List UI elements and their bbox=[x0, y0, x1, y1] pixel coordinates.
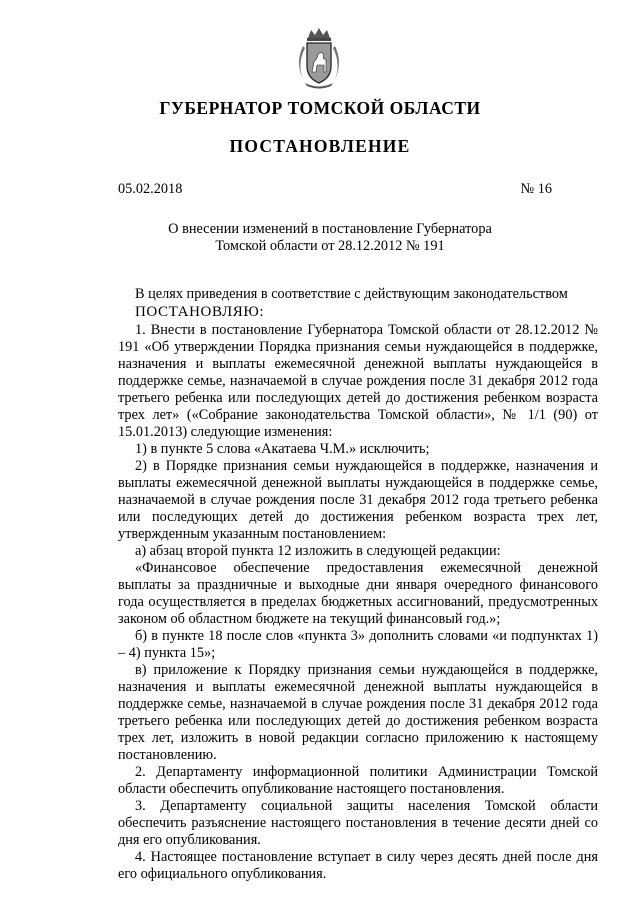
document-type-title: ПОСТАНОВЛЕНИЕ bbox=[229, 136, 411, 156]
clause-3: 3. Департаменту социальной защиты населения Томской области обеспечить разъяснение настоящего постановления в течение десяти дней со дня его опубликования. bbox=[118, 798, 598, 848]
clause-1-2: 2) в Порядке признания семьи нуждающейся в поддержке, назначения и выплаты ежемесячной денежной выплаты нуждающейся в поддержке семье, назначаемой в случае рождения после 31 декабря 2012 года третьего ребенка или последующих детей до достижения ребенком возраста трех лет, утвержденным указанным постановлением: bbox=[118, 458, 598, 542]
clause-4: 4. Настоящее постановление вступает в силу через десять дней после дня его официального опубликования. bbox=[118, 849, 598, 882]
clause-1-2-a-text: «Финансовое обеспечение предоставления ежемесячной денежной выплаты за праздничные и выходные дни января очередного финансового года осуществляется в пределах бюджетных ассигнований, предусмотренных законом об областном бюджете на текущий финансовый год.»; bbox=[118, 560, 598, 627]
clause-1: 1. Внести в постановление Губернатора Томской области от 28.12.2012 № 191 «Об утверждении Порядка признания семьи нуждающейся в поддержке, назначения и выплаты ежемесячной денежной выплаты нуждающейся в поддержке семье, назначаемой в случае рождения после 31 декабря 2012 года третьего ребенка или последующих детей до достижения ребенком возраста трех лет» («Собрание законодательства Томской области», № 1/1 (90) от 15.01.2013) следующие изменения: bbox=[118, 322, 598, 440]
clause-2: 2. Департаменту информационной политики Администрации Томской области обеспечить опубликование настоящего постановления. bbox=[118, 764, 598, 797]
document-body bbox=[118, 286, 598, 883]
clause-1-1: 1) в пункте 5 слова «Акатаева Ч.М.» исключить; bbox=[135, 441, 430, 457]
document-number: № 16 bbox=[520, 181, 552, 197]
authority-title: ГУБЕРНАТОР ТОМСКОЙ ОБЛАСТИ bbox=[159, 98, 481, 118]
document-date: 05.02.2018 bbox=[118, 181, 183, 197]
decree-heading: ПОСТАНОВЛЯЮ: bbox=[135, 304, 265, 320]
preamble: В целях приведения в соответствие с действующим законодательством bbox=[135, 286, 568, 302]
document-subject bbox=[160, 221, 500, 255]
subject-line-2: Томской области от 28.12.2012 № 191 bbox=[215, 238, 445, 254]
clause-1-2-b: б) в пункте 18 после слов «пункта 3» дополнить словами «и подпунктах 1) – 4) пункта 15»; bbox=[118, 628, 598, 661]
clause-1-2-a: а) абзац второй пункта 12 изложить в следующей редакции: bbox=[135, 543, 501, 559]
clause-1-2-c: в) приложение к Порядку признания семьи нуждающейся в поддержке, назначения и выплаты ежемесячной денежной выплаты нуждающейся в поддержке семье, назначаемой в случае рождения после 31 декабря 2012 года третьего ребенка или последующих детей до достижения ребенком возраста трех лет, изложить в новой редакции согласно приложению к настоящему постановлению. bbox=[118, 662, 598, 763]
coat-of-arms-icon bbox=[293, 28, 345, 90]
subject-line-1: О внесении изменений в постановление Губернатора bbox=[168, 221, 492, 237]
